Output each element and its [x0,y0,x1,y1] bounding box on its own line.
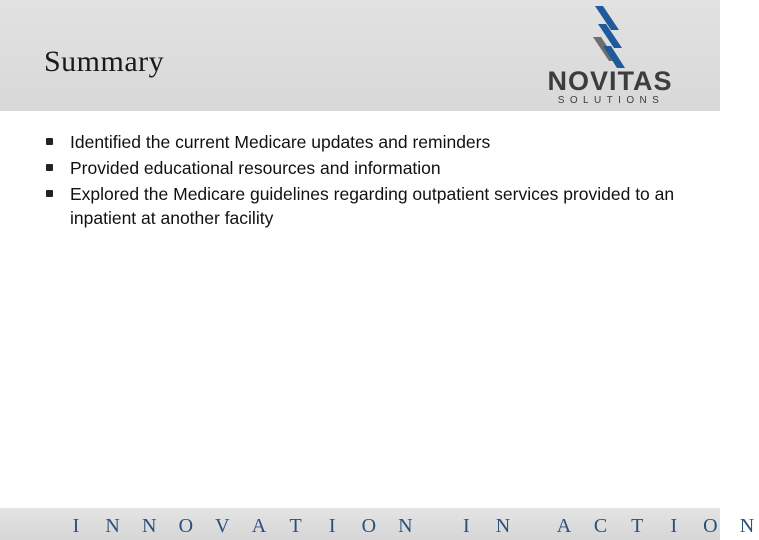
list-item [44,182,684,230]
bullet-text: Explored the Medicare guidelines regarding outpatient services provided to an inpatient at another facility [70,184,675,228]
slide-title: Summary [44,45,165,78]
logo-wordmark: NOVITAS [547,66,673,96]
bullet-text: Provided educational resources and information [70,158,441,178]
logo-tagline: SOLUTIONS [557,95,665,106]
novitas-logo-mark-icon [589,6,627,68]
footer-band [0,508,755,540]
footer-tagline: I N N O V A T I O N I N A C T I O N [72,515,755,537]
bullet-text: Identified the current Medicare updates and reminders [70,132,491,152]
list-item [44,156,684,180]
list-item [44,130,684,154]
bullet-square-icon [46,138,53,145]
bullet-square-icon [46,164,53,171]
summary-bullet-list [44,130,684,230]
novitas-logo [540,6,680,108]
bullet-square-icon [46,190,53,197]
